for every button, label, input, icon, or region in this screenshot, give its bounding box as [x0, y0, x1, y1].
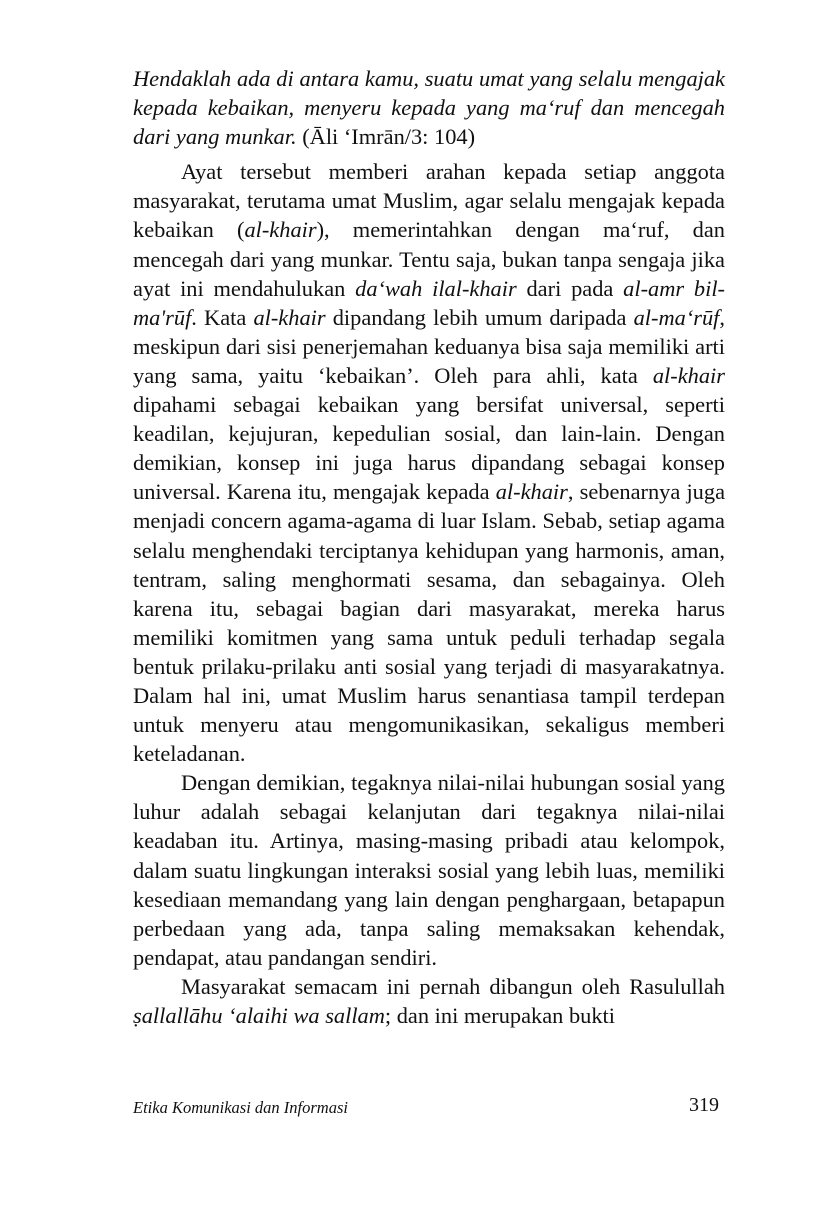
paragraph-1-segment: dipahami sebagai kebaikan yang bersifat universal, seperti keadilan, kejujuran, kepedulian sosial, dan lain-lain. Dengan demikian, konsep ini juga harus dipandang sebagai konsep universal. Karena itu, mengajak kepada: [133, 392, 725, 505]
paragraph-1-segment: Ayat tersebut memberi arahan kepada setiap anggota masyarakat, terutama umat Muslim, agar selalu mengajak kepada kebaikan (: [133, 159, 725, 243]
paragraph-1-segment: dari pada: [516, 275, 624, 301]
paragraph-3-segment: Masyarakat semacam ini pernah dibangun oleh Rasulullah: [181, 973, 725, 999]
paragraph-1-segment: dipandang lebih umum daripada: [325, 304, 634, 330]
paragraph-1-segment: ), memerintahkan dengan ma‘ruf, dan mencegah dari yang munkar. Tentu saja, bukan tanpa sengaja jika ayat ini mendahulukan: [133, 217, 726, 301]
paragraph-1-segment: , meskipun dari sisi penerjemahan keduanya bisa saja memiliki arti yang sama, yaitu ‘kebaikan’. Oleh para ahli, kata: [133, 304, 726, 388]
transliteration-term: ṣallallāhu ‘alaihi wa sallam: [133, 1003, 385, 1028]
verse-translation-quote: [133, 64, 725, 151]
paragraph-3-segment: ; dan ini merupakan bukti: [384, 1003, 615, 1028]
page-content: [133, 64, 725, 1030]
paragraph-1-segment: , sebenarnya juga menjadi concern agama-agama di luar Islam. Sebab, setiap agama selalu menghendaki terciptanya kehidupan yang harmonis, aman, tentram, saling menghormati sesama, dan sebagainya. Oleh karena itu, sebagai bagian dari masyarakat, mereka harus memiliki komitmen yang sama untuk peduli terhadap segala bentuk prilaku-prilaku anti sosial yang terjadi di masyarakatnya. Dalam hal ini, umat Muslim harus senantiasa tampil terdepan untuk menyeru atau mengomunikasikan, sekaligus memberi keteladanan.: [133, 479, 726, 767]
paragraph-1: [133, 157, 725, 768]
transliteration-term: al-khair: [652, 362, 725, 388]
paragraph-2: Dengan demikian, tegaknya nilai-nilai hubungan sosial yang luhur adalah sebagai kelanjutan dari tegaknya nilai-nilai keadaban itu. Artinya, masing-masing pribadi atau kelompok, dalam suatu lingkungan interaksi sosial yang lebih luas, memiliki kesediaan memandang yang lain dengan penghargaan, betapapun perbedaan yang ada, tanpa saling memaksakan kehendak, pendapat, atau pandangan sendiri.: [133, 770, 725, 970]
transliteration-term: al-khair: [495, 479, 568, 505]
transliteration-term: da‘wah ilal-khair: [355, 275, 517, 301]
transliteration-term: al-amr bil-ma'rūf: [133, 275, 725, 330]
paragraph-1-segment: . Kata: [191, 304, 254, 330]
quote-text: Hendaklah ada di antara kamu, suatu umat yang selalu mengajak kepada kebaikan, menyeru kepada yang ma‘ruf dan mencegah dari yang munkar.: [133, 66, 725, 150]
page-number: 319: [689, 1094, 719, 1116]
transliteration-term: al-khair: [253, 304, 326, 330]
transliteration-term: al-ma‘rūf: [633, 304, 720, 330]
transliteration-term: al-khair: [244, 217, 317, 243]
running-footer-title: Etika Komunikasi dan Informasi: [133, 1098, 348, 1117]
paragraph-3: [133, 972, 725, 1030]
quote-reference: (Āli ‘Imrān/3: 104): [302, 124, 476, 150]
